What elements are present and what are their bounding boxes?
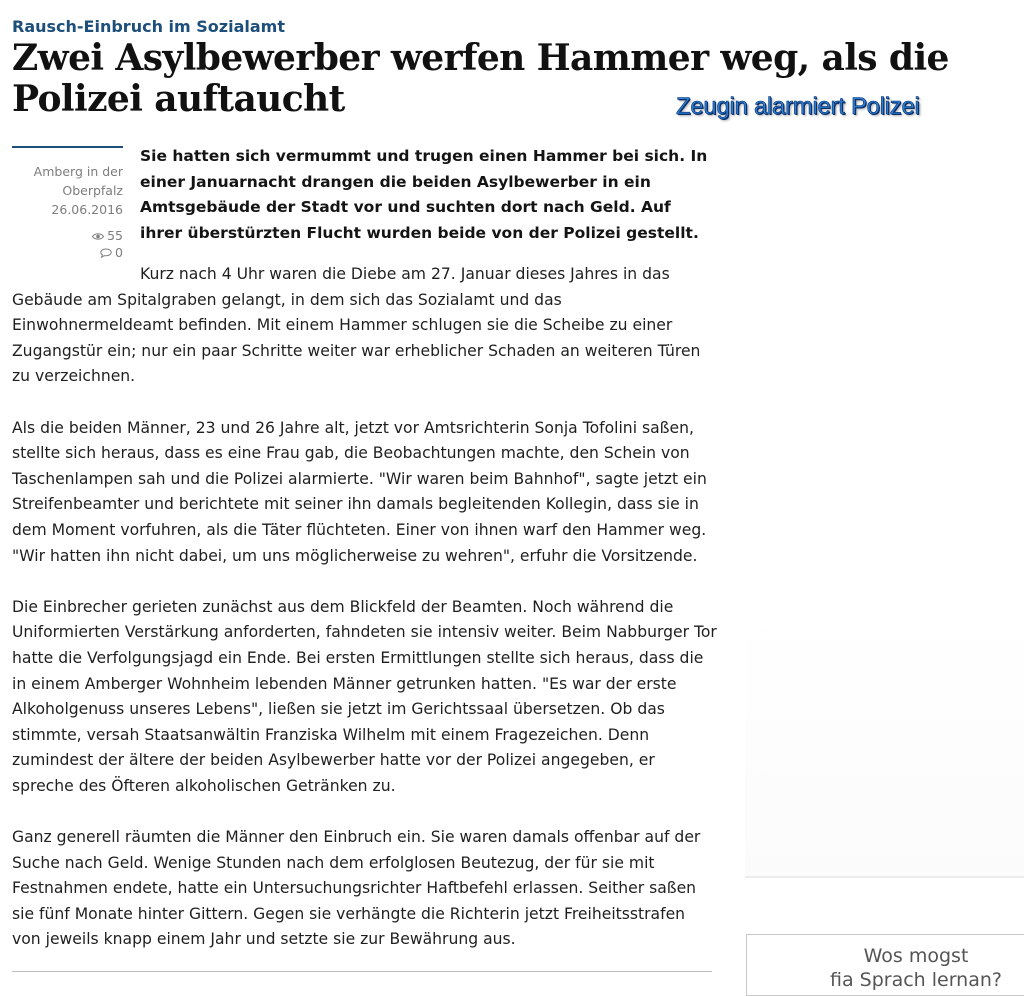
article-lead: Sie hatten sich vermummt und trugen einen Hammer bei sich. In einer Januarnacht drangen die beiden Asylbewerber in ein Amtsgebäude der Stadt vor und suchten dort nach Geld. Auf ihrer überstürzten Flucht wurden beide von der Polizei gestellt. xyxy=(140,147,708,242)
article-paragraph: Ganz generell räumten die Männer den Einbruch ein. Sie waren damals offenbar auf der Suche nach Geld. Wenige Stunden nach dem erfolglosen Beutezug, der für sie mit Festnahmen endete, hatte ein Untersuchungsrichter Haftbefehl erlassen. Seither saßen sie fünf Monate hinter Gittern. Gegen sie verhängte die Richterin jetzt Freiheitsstrafen von jeweils knapp einem Jahr und setzte sie zur Bewährung aus. xyxy=(12,828,701,949)
sidebar-ad-line2: fia Sprach lernan? xyxy=(829,969,1002,991)
article-kicker: Rausch-Einbruch im Sozialamt xyxy=(12,17,285,36)
article-paragraph: Die Einbrecher gerieten zunächst aus dem Blickfeld der Beamten. Noch während die Uniformierten Verstärkung anforderten, fahndeten sie intensiv weiter. Beim Nabburger Tor hatte die Verfolgungsjagd ein Ende. Bei ersten Ermittlungen stellte sich heraus, dass die in einem Amberger Wohnheim lebenden Männer getrunken hatten. "Es war der erste Alkoholgenuss unseres Lebens", ließen sie jetzt im Gerichtssaal übersetzen. Ob das stimmte, versah Staatsanwältin Franziska Wilhelm mit einem Fragezeichen. Denn zumindest der ältere der beiden Asylbewerber hatte vor der Polizei angegeben, er spreche des Öfteren alkoholischen Getränken zu. xyxy=(12,597,717,795)
article-end-divider xyxy=(12,971,712,972)
meta-location-line1: Amberg in der xyxy=(33,164,123,179)
overlay-caption: Zeugin alarmiert Polizei xyxy=(676,93,920,120)
view-count xyxy=(12,227,123,244)
view-count-value: 55 xyxy=(107,228,123,243)
comment-count-value: 0 xyxy=(115,245,123,260)
meta-date: 26.06.2016 xyxy=(51,202,123,217)
article-meta xyxy=(12,146,123,261)
article-body xyxy=(12,262,717,979)
sidebar-ad-text xyxy=(747,944,1024,992)
sidebar-placeholder xyxy=(745,608,1024,878)
sidebar-ad-line1: Wos mogst xyxy=(863,945,969,967)
comment-count[interactable] xyxy=(12,244,123,261)
meta-divider xyxy=(12,146,123,148)
speech-bubble-icon xyxy=(100,248,112,258)
meta-location-line2: Oberpfalz xyxy=(62,183,123,198)
article-headline: Zwei Asylbewerber werfen Hammer weg, als die Polizei auftaucht xyxy=(12,37,949,120)
article-paragraph: Als die beiden Männer, 23 und 26 Jahre alt, jetzt vor Amtsrichterin Sonja Tofolini saßen, stellte sich heraus, dass es eine Frau gab, die Beobachtungen machte, den Schein von Taschenlampen sah und die Polizei alarmierte. "Wir waren beim Bahnhof", sagte jetzt ein Streifenbeamter und berichtete mit seiner ihn damals begleitenden Kollegin, dass sie in dem Moment vorfuhren, als die Täter flüchteten. Einer von ihnen warf den Hammer weg. "Wir hatten ihn nicht dabei, um uns möglicherweise zu wehren", erfuhr die Vorsitzende. xyxy=(12,418,707,565)
article-paragraph: Kurz nach 4 Uhr waren die Diebe am 27. Januar dieses Jahres in das Gebäude am Spitalgraben gelangt, in dem sich das Sozialamt und das Einwohnermeldeamt befinden. Mit einem Hammer schlugen sie die Scheibe zu einer Zugangstür ein; nur ein paar Schritte weiter war erheblicher Schaden an weiteren Türen zu verzeichnen. xyxy=(12,265,701,386)
sidebar-divider xyxy=(745,876,1024,878)
eye-icon xyxy=(92,232,104,241)
sidebar-ad[interactable] xyxy=(746,934,1024,996)
